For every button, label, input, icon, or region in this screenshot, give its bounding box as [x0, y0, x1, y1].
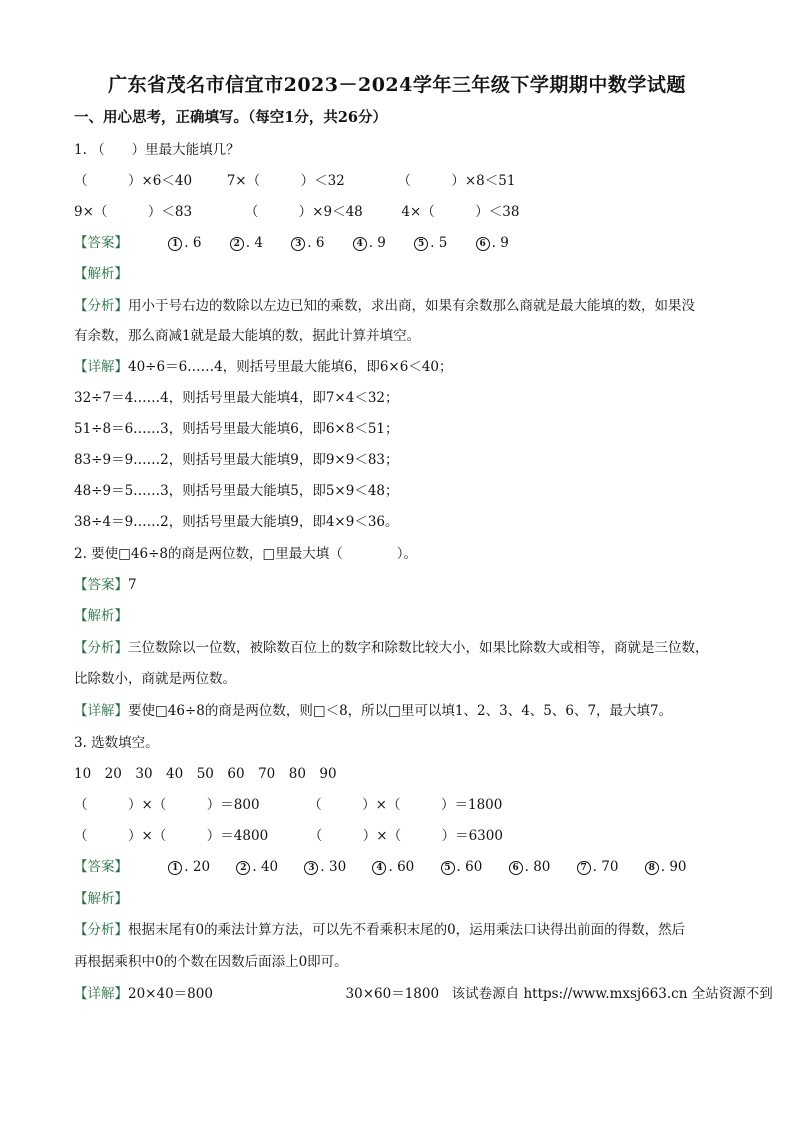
- answer-label: 【答案】: [74, 235, 128, 251]
- q3-number-choices: 10 20 30 40 50 60 70 80 90: [74, 766, 337, 782]
- source-watermark: 该试卷源自 https://www.mxsj663.cn 全站资源不到: [451, 986, 773, 1002]
- q3-detail-a: 20×40＝800: [128, 986, 213, 1002]
- q3-answer-2: 2 . 40: [236, 858, 278, 876]
- q1-fenxi-2: 有余数，那么商减1就是最大能填的数，据此计算并填空。: [74, 328, 421, 344]
- q1-answer-5: 5 . 5: [414, 234, 447, 252]
- q3-detail-b: 30×60＝1800: [345, 986, 440, 1002]
- q1-detail-6: 38÷4＝9……2，则括号里最大能填9，即4×9＜36。: [74, 514, 399, 530]
- q3-row1: [74, 796, 738, 814]
- q3-answer: [74, 858, 738, 876]
- q3-answer-6: 6 . 80: [509, 858, 551, 876]
- q2-answer: [74, 576, 738, 594]
- circled-number: 4: [372, 861, 386, 875]
- q3-answer-8: 8 . 90: [645, 858, 687, 876]
- circled-number: 7: [577, 861, 591, 875]
- circled-number: 3: [304, 861, 318, 875]
- q3-expr-3: （ ）×（ ）＝4800: [74, 828, 269, 844]
- q1-answer-4: 4 . 9: [353, 234, 386, 252]
- xiangjie-label: 【详解】: [74, 359, 128, 375]
- q1-detail-4: 83÷9＝9……2，则括号里最大能填9，即9×9＜83；: [74, 452, 399, 468]
- fenxi-label: 【分析】: [74, 922, 128, 938]
- q2-detail: 【详解】要使□46÷8的商是两位数，则□＜8，所以□里可以填1、2、3、4、5、6、7，最大填7。: [74, 703, 673, 719]
- circled-number: 8: [645, 861, 659, 875]
- q1-answer-6: 6 . 9: [476, 234, 509, 252]
- q3-detail: [74, 985, 773, 1003]
- q3-row2: [74, 827, 738, 845]
- q1-blank-4: 9×（ ）＜83: [74, 204, 193, 220]
- q2-fenxi-1: 【分析】三位数除以一位数，被除数百位上的数字和除数比较大小，如果比除数大或相等，商就是三位数，: [74, 640, 709, 656]
- circled-number: 6: [509, 861, 523, 875]
- q1-detail-1: 【详解】40÷6＝6……4，则括号里最大能填6，即6×6＜40；: [74, 359, 453, 375]
- fenxi-label: 【分析】: [74, 298, 128, 314]
- q1-row1: [74, 172, 738, 190]
- answer-label: 【答案】: [74, 577, 128, 593]
- q1-fenxi-1: 【分析】用小于号右边的数除以左边已知的乘数，求出商，如果有余数那么商就是最大能填的数，如果没: [74, 298, 695, 314]
- q1-blank-2: 7×（ ）＜32: [226, 173, 345, 189]
- xiangjie-label: 【详解】: [74, 986, 128, 1002]
- q3-expr-2: （ ）×（ ）＝1800: [308, 797, 503, 813]
- q2-stem: 2. 要使□46÷8的商是两位数，□里最大填（ ）。: [74, 546, 418, 562]
- q3-fenxi-1: 【分析】根据末尾有0的乘法计算方法，可以先不看乘积末尾的0，运用乘法口诀得出前面的得数，然后: [74, 922, 686, 938]
- q3-jiexi: 【解析】: [74, 891, 128, 907]
- circled-number: 1: [168, 861, 182, 875]
- circled-number: 5: [441, 861, 455, 875]
- q1-detail-2: 32÷7＝4……4，则括号里最大能填4，即7×4＜32；: [74, 390, 399, 406]
- q1-row2: [74, 203, 738, 221]
- q1-blank-5: （ ）×9＜48: [244, 204, 363, 220]
- circled-number: 3: [291, 237, 305, 251]
- circled-number: 4: [353, 237, 367, 251]
- q1-blank-6: 4×（ ）＜38: [401, 204, 520, 220]
- circled-number: 1: [168, 237, 182, 251]
- xiangjie-label: 【详解】: [74, 703, 128, 719]
- q3-stem: 3. 选数填空。: [74, 735, 159, 751]
- answer-label: 【答案】: [74, 859, 128, 875]
- q1-blank-3: （ ）×8＜51: [397, 173, 516, 189]
- q2-fenxi-2: 比除数小，商就是两位数。: [74, 671, 236, 687]
- section-heading: 一、用心思考，正确填写。（每空1分，共26分）: [74, 109, 388, 126]
- q2-jiexi: 【解析】: [74, 608, 128, 624]
- fenxi-label: 【分析】: [74, 640, 128, 656]
- q1-answer-2: 2 . 4: [230, 234, 263, 252]
- q3-expr-4: （ ）×（ ）＝6300: [308, 828, 503, 844]
- circled-number: 2: [236, 861, 250, 875]
- circled-number: 6: [476, 237, 490, 251]
- page-title: 广东省茂名市信宜市2023－2024学年三年级下学期期中数学试题: [108, 74, 686, 96]
- q3-answer-5: 5 . 60: [441, 858, 483, 876]
- q1-stem: 1. （ ）里最大能填几？: [74, 142, 240, 158]
- q1-detail-5: 48÷9＝5……3，则括号里最大能填5，即5×9＜48；: [74, 483, 399, 499]
- q1-jiexi: 【解析】: [74, 266, 128, 282]
- q1-detail-3: 51÷8＝6……3，则括号里最大能填6，即6×8＜51；: [74, 421, 399, 437]
- q3-answer-4: 4 . 60: [372, 858, 414, 876]
- q3-answer-7: 7 . 70: [577, 858, 619, 876]
- q3-fenxi-2: 再根据乘积中0的个数在因数后面添上0即可。: [74, 954, 348, 970]
- q1-answer-3: 3 . 6: [291, 234, 324, 252]
- circled-number: 5: [414, 237, 428, 251]
- q3-expr-1: （ ）×（ ）＝800: [74, 797, 260, 813]
- q1-blank-1: （ ）×6＜40: [74, 173, 193, 189]
- q1-answer-1: 1 . 6: [168, 234, 201, 252]
- q1-answer: [74, 234, 738, 252]
- q2-answer-value: 7: [128, 577, 137, 593]
- q3-answer-3: 3 . 30: [304, 858, 346, 876]
- q3-answer-1: 1 . 20: [168, 858, 210, 876]
- circled-number: 2: [230, 237, 244, 251]
